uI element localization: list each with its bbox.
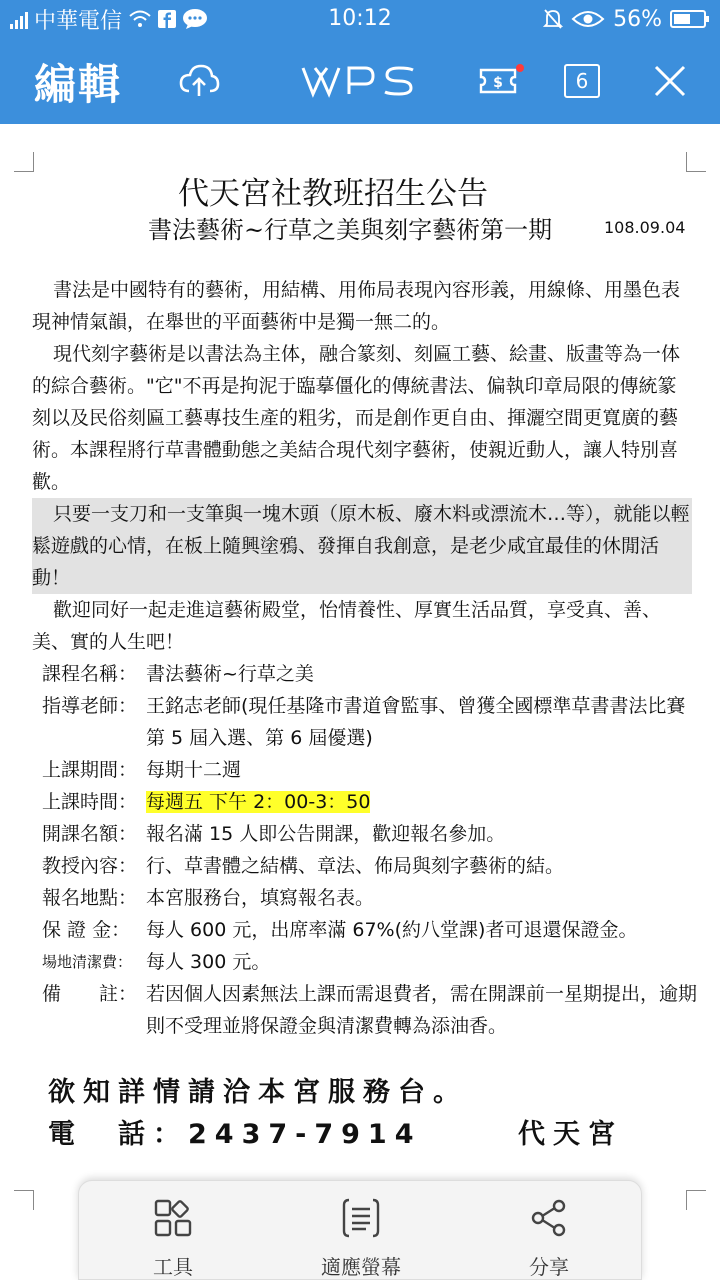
svg-text:$: $ [493, 75, 503, 91]
detail-value-highlighted [146, 786, 702, 818]
clock: 10:12 [328, 6, 392, 31]
detail-row [42, 690, 702, 754]
detail-label: 開課名額： [42, 823, 138, 845]
detail-label: 備 註： [42, 983, 138, 1005]
eye-icon [571, 9, 605, 29]
paragraph-1: 書法是中國特有的藝術，用結構、用佈局表現內容形義，用線條、用墨色表現神情氣韻，在舉世的平面藝術中是獨一無二的。 [32, 279, 681, 333]
detail-row [42, 946, 702, 978]
document-subtitle: 書法藝術~行草之美與刻字藝術第一期 [148, 216, 553, 244]
tools-grid-icon [113, 1195, 233, 1241]
app-toolbar [0, 38, 720, 124]
page-corner-mark [686, 1190, 706, 1210]
organization-name: 代天宮 [518, 1119, 623, 1150]
detail-value: 王銘志老師(現任基隆市書道會監事、曾獲全國標準草書書法比賽第 5 屆入選、第 6 屆優選) [146, 695, 686, 749]
detail-row [42, 786, 702, 818]
wps-logo [300, 58, 420, 104]
page-count-button[interactable]: 6 [564, 64, 600, 98]
battery-level-fill [674, 14, 690, 24]
document-date: 108.09.04 [604, 218, 686, 237]
detail-value: 若因個人因素無法上課而需退費者，需在開課前一星期提出，逾期則不受理並將保證金與清潔費轉為添油香。 [146, 983, 698, 1037]
detail-label: 保 證 金： [42, 919, 131, 941]
detail-value: 每人 300 元。 [146, 951, 271, 973]
detail-value: 每人 600 元，出席率滿 67%(約八堂課)者可退還保證金。 [146, 919, 638, 941]
paragraph-2: 現代刻字藝術是以書法為主体，融合篆刻、刻匾工藝、絵畫、版畫等為一体的綜合藝術。"它"不再是拘泥于臨摹僵化的傳統書法、偏執印章局限的傳統篆刻以及民俗刻匾工藝專技生產的粗劣，而是創作更自由、揮灑空間更寬廣的藝術。本課程將行草書體動態之美結合現代刻字藝術，使親近動人，讓人特別喜歡。 [32, 343, 681, 493]
mute-bell-icon [543, 8, 563, 30]
battery-percent: 56% [613, 6, 662, 32]
close-icon[interactable] [650, 58, 690, 104]
detail-label: 場地清潔費： [42, 953, 133, 971]
fit-screen-label: 適應螢幕 [321, 1255, 401, 1279]
detail-row [42, 882, 702, 914]
detail-label: 課程名稱： [42, 663, 138, 685]
detail-value: 書法藝術~行草之美 [146, 663, 314, 685]
battery-icon [670, 10, 706, 28]
notification-dot [516, 64, 524, 72]
fit-screen-icon [301, 1195, 421, 1241]
document-title: 代天宮社教班招生公告 [178, 176, 488, 212]
detail-row [42, 850, 702, 882]
detail-row [42, 658, 702, 690]
fit-screen-button[interactable] [301, 1195, 421, 1280]
detail-row [42, 914, 702, 946]
share-button[interactable] [489, 1195, 609, 1280]
ticket-icon[interactable] [474, 58, 522, 104]
detail-row [42, 818, 702, 850]
bottom-action-bar [78, 1180, 642, 1280]
detail-value: 每期十二週 [146, 759, 242, 781]
detail-row [42, 978, 702, 1042]
course-details [42, 658, 702, 1042]
carrier-label: 中華電信 [34, 8, 123, 34]
status-bar [0, 0, 720, 38]
paragraph-4: 歡迎同好一起走進這藝術殿堂，怡情養性、厚實生活品質，享受真、善、美、實的人生吧！ [32, 599, 662, 653]
detail-label: 指導老師： [42, 695, 138, 717]
contact-line: 欲知詳情請洽本宮服務台。 [48, 1077, 468, 1108]
detail-row [42, 754, 702, 786]
detail-label: 上課期間： [42, 759, 138, 781]
phone-line: 電 話：2437-7914 [48, 1119, 422, 1150]
share-label: 分享 [529, 1255, 569, 1279]
detail-label: 上課時間： [42, 791, 138, 813]
page-corner-mark [686, 152, 706, 172]
document-page[interactable] [0, 124, 720, 1280]
tools-button[interactable] [113, 1195, 233, 1280]
detail-label: 報名地點： [42, 887, 138, 909]
share-icon [489, 1195, 609, 1241]
cloud-upload-icon[interactable] [176, 58, 222, 104]
yellow-highlight: 每週五 下午 2：00-3：50 [146, 791, 371, 813]
edit-button[interactable]: 編輯 [34, 60, 123, 109]
detail-value: 本宮服務台，填寫報名表。 [146, 887, 375, 909]
paragraph-3-highlighted: 只要一支刀和一支筆與一塊木頭（原木板、廢木料或漂流木…等），就能以輕鬆遊戲的心情，在板上隨興塗鴉、發揮自我創意，是老少咸宜最佳的休閒活動！ [32, 498, 692, 594]
tools-label: 工具 [153, 1255, 193, 1279]
detail-label: 教授內容： [42, 855, 138, 877]
status-right [543, 6, 706, 32]
page-corner-mark [14, 1190, 34, 1210]
detail-value: 行、草書體之結構、章法、佈局與刻字藝術的結。 [146, 855, 565, 877]
detail-value: 報名滿 15 人即公告開課，歡迎報名參加。 [146, 823, 506, 845]
